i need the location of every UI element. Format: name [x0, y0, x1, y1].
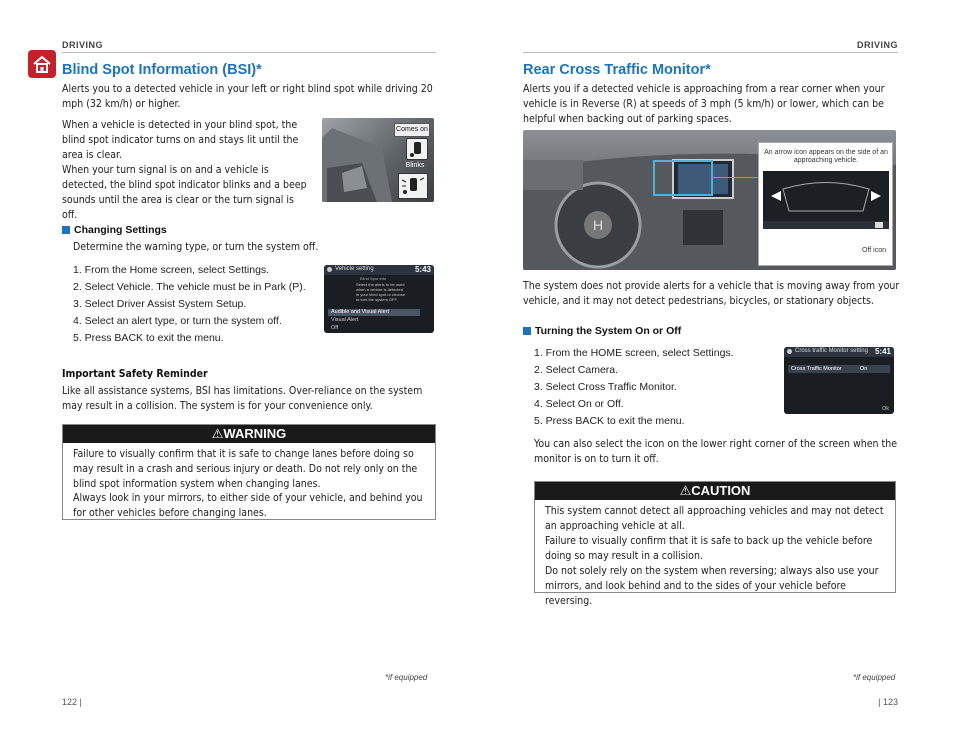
step-5: 5. Press BACK to exit the menu. — [73, 332, 224, 344]
step-4: 4. Select On or Off. — [534, 398, 624, 410]
bullet-square-icon — [523, 327, 531, 335]
car-alert-icon — [407, 139, 427, 159]
home-button[interactable] — [28, 50, 56, 78]
caution-header: ⚠CAUTION — [535, 482, 895, 500]
car-blink-icon — [399, 174, 427, 198]
step-3: 3. Select Driver Assist System Setup. — [73, 298, 247, 310]
bsi-indicator-on — [406, 138, 428, 160]
paragraph-2: When your turn signal is on and a vehicle is detected, the blind spot indicator blinks and a beep sounds until the area is clear or the turn signal is off. — [62, 164, 307, 221]
off-icon-label: Off icon — [862, 247, 886, 254]
reminder-title: Important Safety Reminder — [62, 368, 208, 380]
turning-heading: Turning the System On or Off — [523, 325, 681, 337]
callout-panel — [758, 142, 893, 266]
caution-text-3: Do not solely rely on the system when reversing; always also use your mirrors, and look behind and to the sides of your vehicle before reversing. — [545, 565, 879, 607]
comes-on-label: Comes on — [394, 123, 430, 137]
bsi-mirror-image — [322, 118, 434, 202]
step-3: 3. Select Cross Traffic Monitor. — [534, 381, 677, 393]
page-title: Rear Cross Traffic Monitor* — [523, 62, 711, 78]
right-page — [480, 0, 960, 750]
changing-settings-heading: Changing Settings — [62, 224, 167, 236]
rear-camera-illustration — [763, 171, 889, 229]
screen-clock: 5:41 — [874, 347, 891, 356]
page-number: 122 | — [62, 697, 82, 707]
warning-text-1: Failure to visually confirm that it is safe to change lanes before doing so may result in a crash and serious injury or death. Do not rely only on the blind spot information system when changing lanes. — [73, 448, 418, 490]
callout-text: An arrow icon appears on the side of an approaching vehicle. — [764, 149, 888, 164]
section-label: DRIVING — [62, 40, 104, 50]
callout-line — [713, 177, 763, 178]
screen-caption: Blind Spot Info — [360, 276, 387, 281]
screen-title: Vehicle setting — [335, 266, 374, 272]
intro-text: Alerts you to a detected vehicle in your left or right blind spot while driving 20 mph (32 km/h) or higher. — [62, 83, 433, 110]
ok-button[interactable]: Ok — [881, 406, 889, 412]
row-value: On — [860, 366, 868, 372]
warning-triangle-icon: ⚠ — [211, 426, 224, 441]
back-icon — [327, 267, 332, 272]
row-label: Cross Traffic Monitor — [791, 366, 842, 372]
step-2: 2. Select Vehicle. The vehicle must be in Park (P). — [73, 281, 306, 293]
dashboard-image — [523, 130, 896, 270]
caution-triangle-icon: ⚠ — [679, 483, 692, 498]
step-2: 2. Select Camera. — [534, 364, 619, 376]
warning-text-2: Always look in your mirrors, to either side of your vehicle, and behind you for other vehicles before changing lanes. — [73, 492, 423, 519]
paragraph-1: When a vehicle is detected in your blind spot, the blind spot indicator turns on and stays lit until the area is clear. — [62, 119, 299, 161]
bullet-square-icon — [62, 226, 70, 234]
option-visual[interactable]: Visual Alert — [331, 317, 359, 323]
intro-text: Alerts you if a detected vehicle is approaching from a rear corner when your vehicle is in Reverse (R) at speeds of 3 mph (5 km/h) or lower, which can be helpful when backing out of parking spaces. — [523, 83, 885, 125]
warning-header: ⚠WARNING — [63, 425, 435, 443]
cross-traffic-row[interactable] — [788, 365, 890, 373]
svg-text:H: H — [593, 217, 604, 233]
step-4: 4. Select an alert type, or turn the system off. — [73, 315, 282, 327]
caution-box — [534, 481, 896, 607]
left-arrow-icon — [771, 191, 781, 201]
blinks-label: Blinks — [405, 162, 425, 169]
warning-box — [62, 424, 436, 520]
section-label: DRIVING — [856, 40, 898, 50]
home-icon — [32, 55, 52, 73]
caution-text-2: Failure to visually confirm that it is safe to back up the vehicle before doing so may result in a collision. — [545, 535, 873, 562]
step-1: 1. From the HOME screen, select Settings. — [534, 347, 734, 359]
reminder-text: Like all assistance systems, BSI has limitations. Over-reliance on the system may result in a collision. The system is for your convenience only. — [62, 385, 423, 412]
step-5: 5. Press BACK to exit the menu. — [534, 415, 685, 427]
note-text: You can also select the icon on the lower right corner of the screen when the monitor is on to turn it off. — [534, 438, 898, 465]
option-audible-visual[interactable]: Audible and Visual Alert — [328, 309, 420, 316]
option-off[interactable]: Off — [331, 325, 339, 331]
cross-traffic-screen — [784, 347, 894, 414]
right-arrow-icon — [871, 191, 881, 201]
screen-highlight — [653, 160, 713, 196]
changing-settings-desc: Determine the warning type, or turn the system off. — [73, 241, 319, 253]
page-title: Blind Spot Information (BSI)* — [62, 62, 262, 78]
screen-title: Cross traffic Monitor setting — [795, 348, 868, 354]
header-rule — [62, 52, 436, 53]
page-number: | 123 — [878, 697, 898, 707]
bsi-indicator-blink — [398, 173, 428, 199]
footnote: *if equipped — [853, 673, 896, 682]
header-rule — [523, 52, 898, 53]
camera-view — [763, 171, 889, 229]
paragraph-1: The system does not provide alerts for a vehicle that is moving away from your vehicle, and it may not detect pedestrians, bicycles, or stationary objects. — [523, 280, 900, 307]
footnote: *if equipped — [385, 673, 428, 682]
screen-clock: 5:43 — [414, 265, 431, 274]
screen-desc: Select the alerts to be used when a vehicle is detected in your blind spot or choose to turn the system OFF. — [356, 282, 405, 302]
step-1: 1. From the Home screen, select Settings. — [73, 264, 270, 276]
caution-text-1: This system cannot detect all approaching vehicles and may not detect an approaching vehicle at all. — [545, 505, 884, 532]
vehicle-setting-screen — [324, 265, 434, 333]
back-icon — [787, 349, 792, 354]
